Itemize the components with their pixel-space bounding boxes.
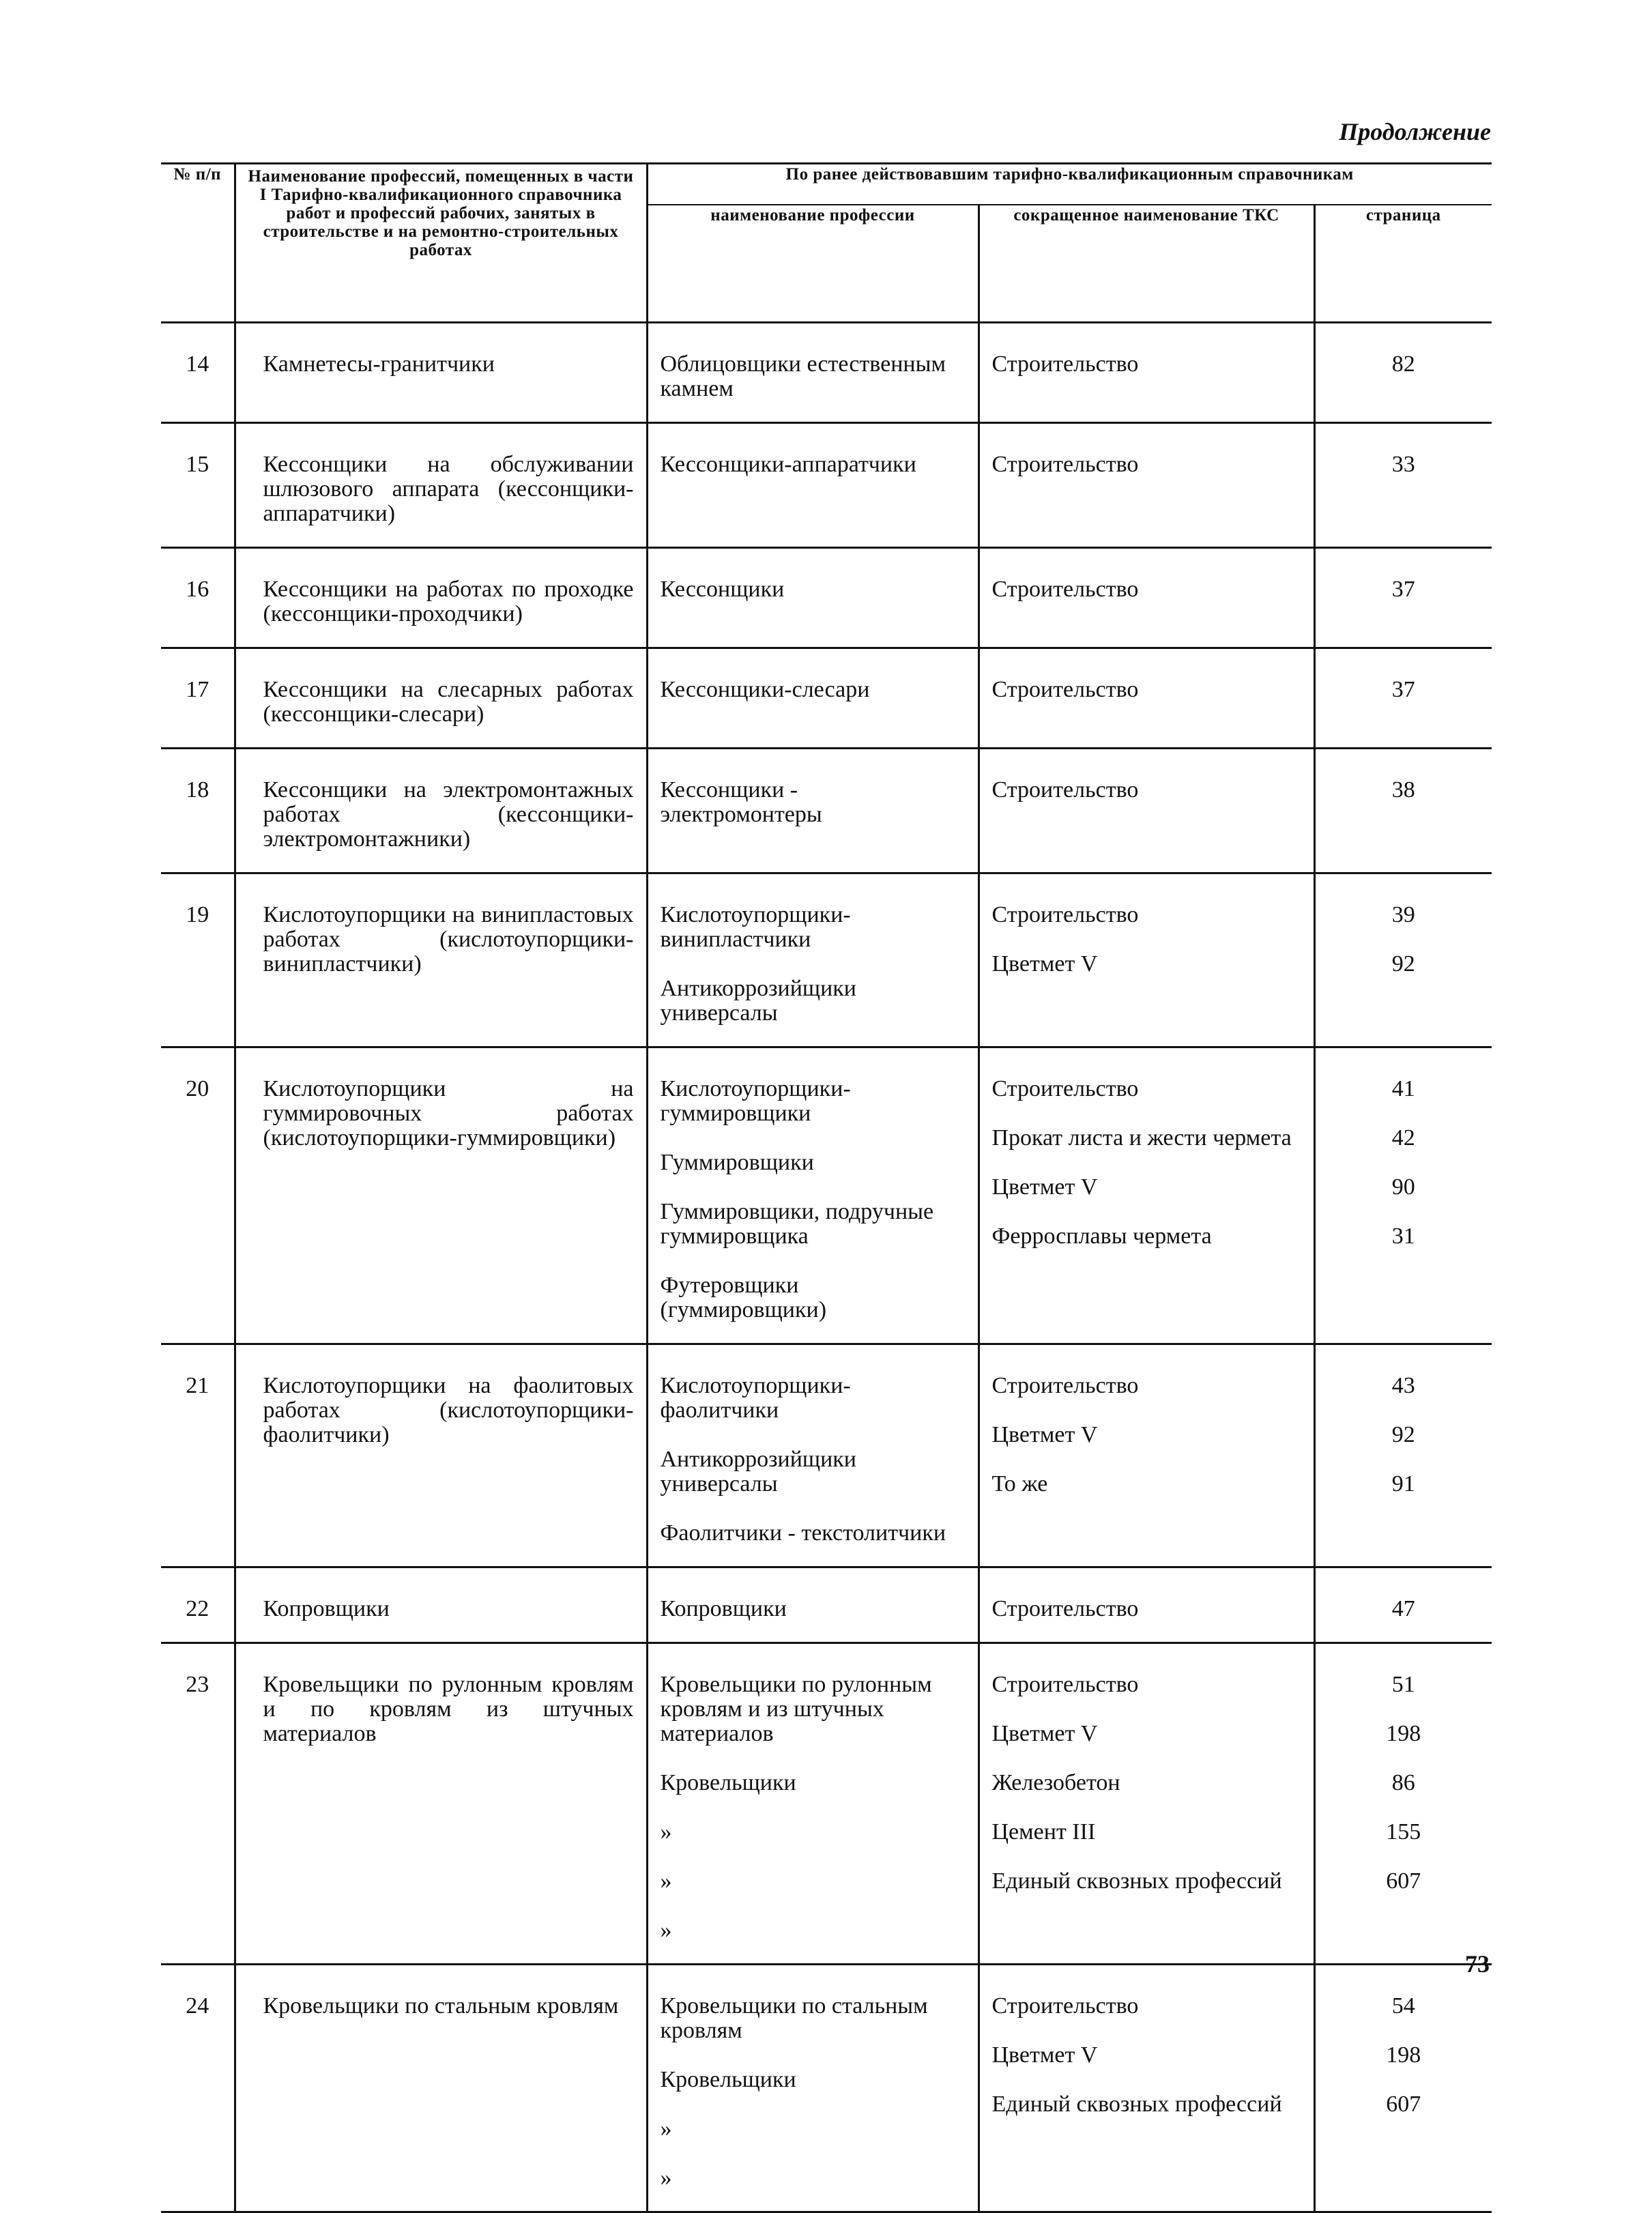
tks-name-cell	[979, 648, 1314, 749]
previous-profession: Кровельщики	[660, 2067, 796, 2092]
previous-profession: Кессонщики-аппаратчики	[660, 452, 916, 477]
header-prof: наименование профессии	[647, 205, 979, 323]
row-number: 15	[161, 423, 235, 548]
tks-name: Строительство	[991, 1993, 1139, 2019]
previous-profession-cell	[647, 1047, 979, 1344]
header-name: Наименование профессий, помещенных в части I Тарифно-квалификационного справочника работ и профессий рабочих, занятых в строительстве и на ремонтно-строительных работах	[235, 164, 647, 323]
previous-profession: Футеровщики (гуммировщики)	[660, 1273, 827, 1322]
previous-profession-cell	[647, 1344, 979, 1567]
previous-profession-cell	[647, 423, 979, 548]
tks-name: Строительство	[991, 351, 1139, 377]
header-group: По ранее действовавшим тарифно-квалификационным справочникам	[647, 164, 1492, 205]
profession-name: Кессонщики на слесарных работах (кессонщики-слесари)	[235, 648, 647, 749]
tks-name-cell	[979, 749, 1314, 873]
row-number: 23	[161, 1643, 235, 1965]
previous-profession-cell	[647, 648, 979, 749]
table-row	[161, 749, 1492, 873]
tks-page: 47	[1391, 1596, 1415, 1621]
tks-name: Строительство	[991, 1373, 1139, 1398]
previous-profession: Кровельщики по рулонным кровлям и из штучных материалов	[660, 1672, 932, 1746]
previous-profession: »	[660, 1918, 672, 1943]
table-row	[161, 423, 1492, 548]
previous-profession: Облицовщики естественным камнем	[660, 351, 946, 401]
row-number: 21	[161, 1344, 235, 1567]
tks-name-cell	[979, 1965, 1314, 2212]
tks-page: 198	[1386, 2042, 1421, 2068]
tks-name: Строительство	[991, 577, 1139, 602]
table-row	[161, 323, 1492, 423]
profession-name: Кессонщики на обслуживании шлюзового аппарата (кессонщики-аппаратчики)	[235, 423, 647, 548]
tks-name: Прокат листа и жести чермета	[991, 1125, 1292, 1151]
tks-page: 37	[1391, 577, 1415, 602]
tks-page-cell	[1314, 323, 1492, 423]
tks-page-cell	[1314, 648, 1492, 749]
tks-name: Строительство	[991, 452, 1139, 477]
tks-name: Ферросплавы чермета	[991, 1224, 1212, 1249]
tks-name: То же	[991, 1471, 1048, 1496]
tks-page: 31	[1391, 1224, 1415, 1249]
previous-profession: »	[660, 1819, 672, 1845]
row-number: 19	[161, 873, 235, 1047]
tks-page-cell	[1314, 1047, 1492, 1344]
tks-page-cell	[1314, 548, 1492, 648]
tks-name-cell	[979, 1643, 1314, 1965]
profession-name: Кровельщики по стальным кровлям	[235, 1965, 647, 2212]
tks-page: 51	[1391, 1672, 1415, 1697]
tks-name: Единый сквозных профессий	[991, 1868, 1282, 1894]
tks-name: Строительство	[991, 1672, 1139, 1697]
profession-name: Кислотоупорщики на винипластовых работах (кислотоупорщики-винипластчики)	[235, 873, 647, 1047]
row-number: 18	[161, 749, 235, 873]
tks-name: Единый сквозных профессий	[991, 2092, 1282, 2117]
table-row	[161, 1567, 1492, 1643]
tks-name-cell	[979, 1344, 1314, 1567]
tks-page: 92	[1391, 1422, 1415, 1447]
tks-name: Цемент III	[991, 1819, 1096, 1845]
table-row	[161, 548, 1492, 648]
previous-profession: Кровельщики по стальным кровлям	[660, 1993, 928, 2043]
table-header	[161, 164, 1492, 323]
tks-name-cell	[979, 548, 1314, 648]
previous-profession: Кислотоупорщики-винипластчики	[660, 902, 851, 952]
profession-name: Камнетесы-гранитчики	[235, 323, 647, 423]
tks-page-cell	[1314, 1643, 1492, 1965]
previous-profession-cell	[647, 749, 979, 873]
header-tks: сокращенное наименование ТКС	[979, 205, 1314, 323]
previous-profession: Гуммировщики, подручные гуммировщика	[660, 1199, 934, 1249]
previous-profession: Кислотоупорщики-гуммировщики	[660, 1076, 851, 1126]
profession-name: Кессонщики на электромонтажных работах (кессонщики-электромонтажники)	[235, 749, 647, 873]
tks-name-cell	[979, 423, 1314, 548]
tks-page: 607	[1386, 1868, 1421, 1894]
tks-name: Цветмет V	[991, 951, 1098, 977]
profession-name: Копровщики	[235, 1567, 647, 1643]
previous-profession-cell	[647, 1567, 979, 1643]
tks-page: 90	[1391, 1174, 1415, 1200]
previous-profession: »	[660, 2116, 672, 2141]
row-number: 22	[161, 1567, 235, 1643]
tks-name: Строительство	[991, 677, 1139, 702]
tks-page: 43	[1391, 1373, 1415, 1398]
tks-page: 54	[1391, 1993, 1415, 2019]
row-number: 17	[161, 648, 235, 749]
tks-name: Цветмет V	[991, 1721, 1098, 1746]
tks-name: Цветмет V	[991, 1174, 1098, 1200]
previous-profession-cell	[647, 323, 979, 423]
row-number: 16	[161, 548, 235, 648]
previous-profession: Антикоррозийщики универсалы	[660, 1447, 857, 1496]
tks-page: 82	[1391, 351, 1415, 377]
tks-name: Железобетон	[991, 1770, 1120, 1795]
row-number: 24	[161, 1965, 235, 2212]
page-number: 73	[1465, 1950, 1490, 1978]
table-row	[161, 1344, 1492, 1567]
previous-profession: Кровельщики	[660, 1770, 796, 1795]
tks-name-cell	[979, 1047, 1314, 1344]
profession-name: Кровельщики по рулонным кровлям и по кровлям из штучных материалов	[235, 1643, 647, 1965]
row-number: 14	[161, 323, 235, 423]
previous-profession-cell	[647, 1643, 979, 1965]
tks-page-cell	[1314, 1567, 1492, 1643]
tks-page: 37	[1391, 677, 1415, 702]
previous-profession: Антикоррозийщики универсалы	[660, 976, 857, 1026]
tks-name: Строительство	[991, 902, 1139, 927]
tks-name-cell	[979, 873, 1314, 1047]
previous-profession-cell	[647, 873, 979, 1047]
previous-profession: Кислотоупорщики-фаолитчики	[660, 1373, 851, 1423]
previous-profession: »	[660, 1868, 672, 1894]
table-row	[161, 1047, 1492, 1344]
tks-page: 198	[1386, 1721, 1421, 1746]
tks-page: 91	[1391, 1471, 1415, 1496]
profession-name: Кислотоупорщики на фаолитовых работах (кислотоупорщики-фаолитчики)	[235, 1344, 647, 1567]
profession-table	[161, 162, 1492, 2213]
tks-page: 33	[1391, 452, 1415, 477]
previous-profession-cell	[647, 1965, 979, 2212]
tks-name: Цветмет V	[991, 2042, 1098, 2068]
table-row	[161, 873, 1492, 1047]
profession-name: Кислотоупорщики на гуммировочных работах (кислотоупорщики-гуммировщики)	[235, 1047, 647, 1344]
table-body	[161, 323, 1492, 2212]
tks-page-cell	[1314, 749, 1492, 873]
tks-page: 155	[1386, 1819, 1421, 1845]
previous-profession: Кессонщики-слесари	[660, 677, 870, 702]
tks-name	[992, 2141, 1301, 2166]
header-num: № п/п	[161, 164, 235, 323]
previous-profession: »	[660, 2165, 672, 2190]
tks-page-cell	[1314, 1965, 1492, 2212]
header-page: страница	[1314, 205, 1492, 323]
tks-page: 42	[1391, 1125, 1415, 1151]
row-number: 20	[161, 1047, 235, 1344]
previous-profession: Кессонщики - электромонтеры	[660, 777, 822, 827]
previous-profession-cell	[647, 548, 979, 648]
profession-name: Кессонщики на работах по проходке (кессонщики-проходчики)	[235, 548, 647, 648]
tks-page: 39	[1391, 902, 1415, 927]
tks-page	[1328, 2141, 1480, 2166]
tks-page-cell	[1314, 1344, 1492, 1567]
continuation-label: Продолжение	[1339, 118, 1491, 145]
tks-page: 86	[1391, 1770, 1415, 1795]
previous-profession: Гуммировщики	[660, 1150, 814, 1175]
tks-name-cell	[979, 1567, 1314, 1643]
tks-page-cell	[1314, 423, 1492, 548]
table-row	[161, 1643, 1492, 1965]
tks-page: 41	[1391, 1076, 1415, 1101]
tks-page: 38	[1391, 777, 1415, 802]
tks-name-cell	[979, 323, 1314, 423]
previous-profession: Кессонщики	[660, 577, 785, 602]
tks-page: 92	[1391, 951, 1415, 977]
tks-name: Строительство	[991, 1076, 1139, 1101]
tks-name: Цветмет V	[991, 1422, 1098, 1447]
previous-profession: Копровщики	[660, 1596, 787, 1621]
tks-name: Строительство	[991, 777, 1139, 802]
tks-page-cell	[1314, 873, 1492, 1047]
tks-name: Строительство	[991, 1596, 1139, 1621]
table-row	[161, 1965, 1492, 2212]
table-row	[161, 648, 1492, 749]
tks-page: 607	[1386, 2092, 1421, 2117]
previous-profession: Фаолитчики - текстолитчики	[660, 1520, 946, 1546]
